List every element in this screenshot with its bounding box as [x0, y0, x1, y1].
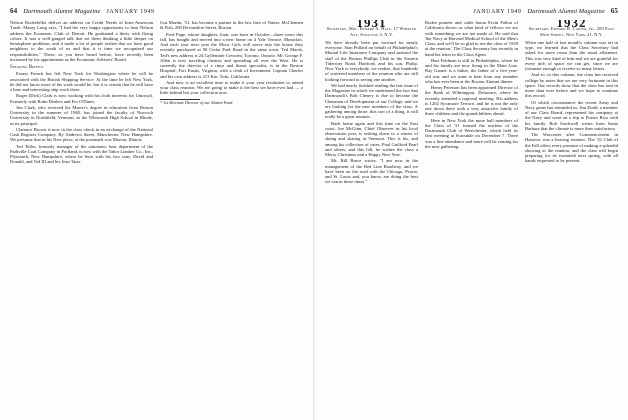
- paragraph: Ernest French has left New York for Washington where he will be associated with the British Shipping Service. At the time he left New York, he did not know more of his work would be, but it is certain that he will have a base and interesting ship work there.: [10, 71, 153, 92]
- class-secretary-line: Secretary, Mrs. Edward A. Hale, 17 Wheeler Ave, Syracuse 3, N.Y.: [326, 26, 417, 37]
- right-columns: [325, 20, 618, 420]
- left-column-2: [160, 20, 303, 420]
- left-columns: [10, 20, 303, 420]
- paragraph: Here in New York the more ball members of the Class of '31 formed the nucleus of the Dartmouth Club of Westchester, which held its first meeting at Scarsdale on December 7. There was a fine attendance and more will be coming for the next gathering.: [425, 117, 518, 149]
- left-page-number: 64: [10, 7, 18, 15]
- right-running-head: [325, 7, 618, 16]
- paragraph: Jim Clark, who received his Master's degree in education from Boston University in the summer of 1948, has joined the faculty of Norwich University in Northfield, Vermont, as the Whitcomb High School in Rhode, as its principal.: [10, 104, 153, 126]
- paragraph: Nelson Rockefeller deliver an address on Credit Needs of Inter-American Trade. Maury Long says, "I had the very happy opportunity to hear Nelson address the Economic Club of Detroit. He graduated a thirty with flying colors. It was a well-gauged talk that set them thinking a little deeper on hemisphere problems, and it made a lot of people realize that we have good neighbors to the south of us and that it is time we recognized our responsibilities." These, as you have heard before, have recently been increased by his appointment as the Economic Advisers' Board.: [10, 20, 153, 62]
- left-issue-month: JANUARY 1949: [106, 9, 155, 15]
- paragraph: Gus Martin, '31, has become a partner in the law firm of Nutter, McClennen & Fish, 200 Devonshire Street, Boston.: [160, 20, 303, 31]
- footnote: * 1st Alternate Director of our Alumni Fund.: [160, 99, 234, 105]
- right-column-1: [325, 20, 418, 420]
- paragraph: When one half of last month's column was set in type, we learned that the Class Secretary had asked for more room than the usual allotment. This was very kind of him and we are grateful for every inch of space we can get, since we are fortunate enough to receive so many letters.: [525, 39, 618, 71]
- class-year-heading: 1932: [556, 20, 587, 30]
- right-issue-month: JANUARY 1949: [473, 9, 522, 15]
- paragraph: And so, in this column, the class has received college by notes that we are very fortunate in this space. Our records show that the class has sent in more than ever before and we hope to continue this record.: [525, 72, 618, 99]
- paragraph: Mr. Bill Bruce writes, "I am now in the management of the Red Line Roadway, and we have been on the road with the Chicago, Peoria, and St. Louis and, you know, are doing the best we can in these times.": [325, 158, 418, 185]
- paragraph: Henry Peterson has been appointed Director of the Bank of Wilmington, Delaware, where he recently attended a regional meeting. His address is 1202 Sycamore Terrace, and he is not the only one down there with a very attractive family of three children and the grandchildren ahead.: [425, 85, 518, 117]
- left-journal-title: Dartmouth Alumni Magazine: [23, 8, 101, 15]
- left-column-1: [10, 20, 153, 420]
- paragraph: Rodeo pioneer and cattle baron Ervin Fallon of California shows us what kind of fellows we are with something we are not made of. He said that 'the Navy at Harvard Medical School of the Men's Class, and we'll be so glad to see the class of 1939 at the reunion.' The Class Secretary has recently in hand his letter to the Class Agent.: [425, 20, 518, 57]
- section-subhead: Speaking Briefly: [10, 65, 44, 70]
- left-page: [0, 0, 313, 420]
- right-page-number: 65: [610, 7, 618, 15]
- paragraph: Burt Feldman is still in Philadelphia, where he and his family are now living in the Main Line. Ray Garner is a father, the father of a five-year-old son, and we want to hear from any member who has ever been at the Boston Alumni dinner.: [425, 57, 518, 84]
- paragraph: Back home again and this time on the East coast, Joe McGinn, Chief Observer in his local observation post, is settling down to a winter of skiing and skating in Vermont. This is his, and among his collection of cases, Paul Guilford Pearl and others, and this fall, he wishes the class a Merry Christmas and a Happy New Year.: [325, 120, 418, 157]
- left-running-head: [10, 7, 303, 16]
- paragraph: Roger (Dick) Clark is now working with his cloth interests for Uniroyal. Formerly with Bohn Dealers and For O'Dines.: [10, 93, 153, 104]
- paragraph: Fred Page, whose daughter, Joan, was born in October—three years this fall, has bought and moved into a new home on 4 Yale Terrace, Montclair. And each year next year the Moor Girls will move into the house they recently purchased at 90 Cedar Park Road in the same town. Ted Marsh, Ted's new address is 24 Gyllenside Crescent, Toronto, Ontario. Mr. George F. Allen is now traveling chemist and spreading all over the West. He is currently the director of a rinse and throat specialist, is in the Boston Hospital, Fort Eustis, Virginia, with a clerk of Investment. Captain Charles and his own address is 213 Kin, Tufu, California.: [160, 31, 303, 79]
- class-year-heading: 1931: [356, 20, 387, 30]
- right-column-3: [525, 20, 618, 420]
- paragraph: Clarence Brown is now in the class check in an exchange of the National Cash Register Company. By Andrews Street, Manchester, New Hampshire. We presume that in his New place, at the postmark was Marion, Illinois.: [10, 126, 153, 143]
- right-journal-title: Dartmouth Alumni Magazine: [527, 8, 605, 15]
- paragraph: We have already been put forward for nearly everyone. Stan Pollard on behalf of Philadelphia's Mutual Life Insurance Company and assisted the staff of the Boston Phillips Club in the Eastern Tiderway Road, Hartford; and his son, Philip. New York is everybody, we realize, that hundreds of scattered members of the reunion who are still looking forward to seeing one another.: [325, 39, 418, 82]
- paragraph: The Worcester after Commencement in Hanover was a bracing reunion. The '32 Club of the Fall offers every promise of making a splendid showing at the reunion, and the class will begin preparing for its twentieth next spring, with all hands requested to be present.: [525, 132, 618, 164]
- paragraph: And now is an excellent time to make it your year resolution to attend your class reunion. We are going to make it the best we have ever had — a little behind but your collection now.: [160, 79, 303, 96]
- paragraph: We had nearly finished reading the last issue of the Magazine in which we mentioned the fact that Dartmouth's Bob Cheney is due to become the Chairman of Development of our College, and we are looking for the new members of the class. A gathering among those, this sort of a thing, it will really be a great reunion.: [325, 82, 418, 120]
- class-secretary-line: Secretary, Edward R. Carter, Jr., 200 East 66th Street, New York 21, N.Y.: [528, 26, 615, 37]
- right-page: [315, 0, 628, 420]
- paragraph: Of which circumstance the recent Army and Navy game has reminded us. Jim Dodd, a member of our Class Board, represented his company at the Navy and went on a trip to Puerto Rico with his family. Bob Stockwell writes from Santa Barbara that the climate is more than satisfactory.: [525, 99, 618, 131]
- paragraph: Ted Teller, formerly manager of the automatic heat department of the Parkville Coal Company in Portland, is now with the Tabor Lumber Co., Inc., Plymouth, New Hampshire, where he lives with his two sons, David and Donald, and Ted III and his Jean Tatar.: [10, 143, 153, 165]
- right-column-2: [425, 20, 518, 420]
